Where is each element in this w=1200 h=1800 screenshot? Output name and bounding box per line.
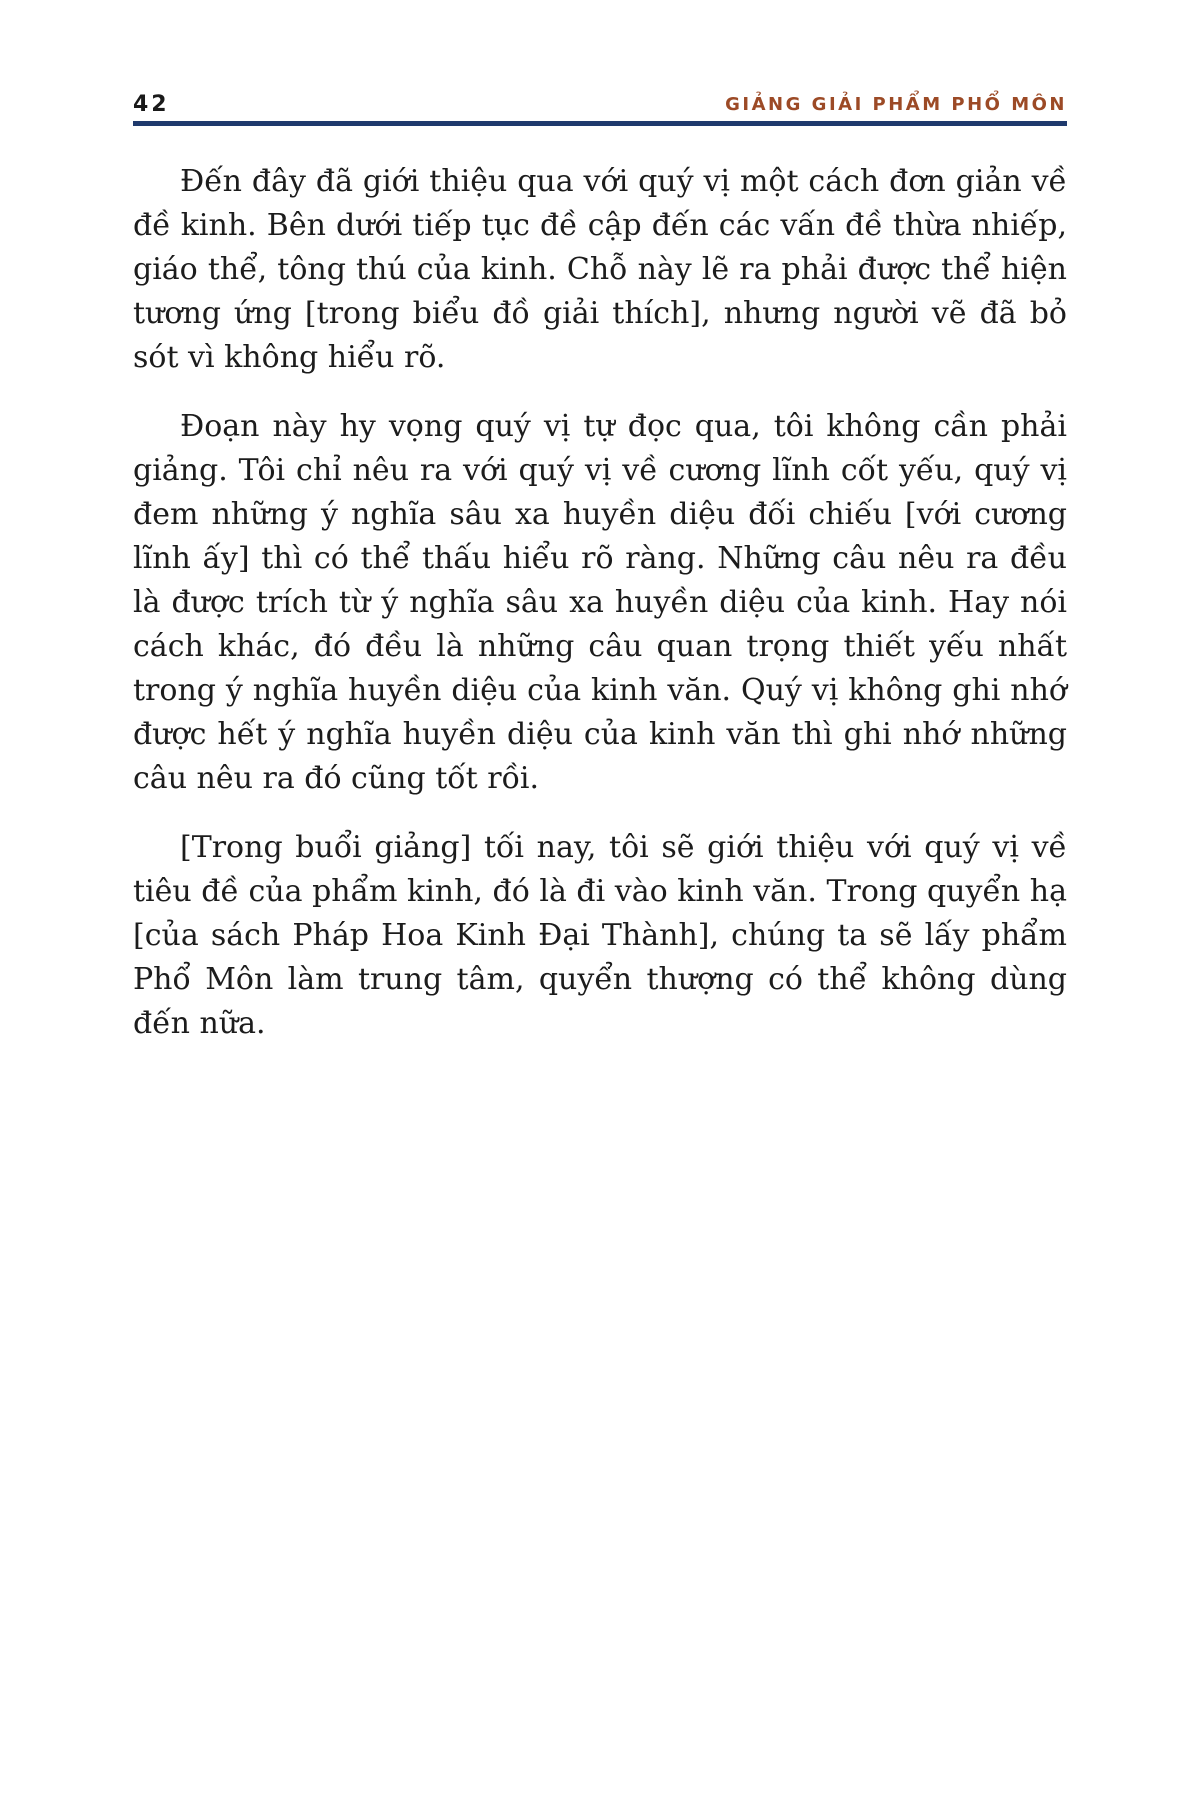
- page-header: [133, 84, 1067, 116]
- body-text: [133, 160, 1067, 1071]
- header-rule: [133, 121, 1067, 126]
- paragraph: Đoạn này hy vọng quý vị tự đọc qua, tôi không cần phải giảng. Tôi chỉ nêu ra với quý vị về cương lĩnh cốt yếu, quý vị đem những ý nghĩa sâu xa huyền diệu đối chiếu [với cương lĩnh ấy] thì có thể thấu hiểu rõ ràng. Những câu nêu ra đều là được trích từ ý nghĩa sâu xa huyền diệu của kinh. Hay nói cách khác, đó đều là những câu quan trọng thiết yếu nhất trong ý nghĩa huyền diệu của kinh văn. Quý vị không ghi nhớ được hết ý nghĩa huyền diệu của kinh văn thì ghi nhớ những câu nêu ra đó cũng tốt rồi.: [133, 409, 1067, 796]
- paragraph: Đến đây đã giới thiệu qua với quý vị một cách đơn giản về đề kinh. Bên dưới tiếp tục đề cập đến các vấn đề thừa nhiếp, giáo thể, tông thú của kinh. Chỗ này lẽ ra phải được thể hiện tương ứng [trong biểu đồ giải thích], nhưng người vẽ đã bỏ sót vì không hiểu rõ.: [133, 164, 1067, 375]
- running-title: GIẢNG GIẢI PHẨM PHỔ MÔN: [725, 94, 1067, 116]
- page-number: 42: [133, 92, 170, 117]
- paragraph: [Trong buổi giảng] tối nay, tôi sẽ giới thiệu với quý vị về tiêu đề của phẩm kinh, đó là đi vào kinh văn. Trong quyển hạ [của sách Pháp Hoa Kinh Đại Thành], chúng ta sẽ lấy phẩm Phổ Môn làm trung tâm, quyển thượng có thể không dùng đến nữa.: [133, 830, 1067, 1041]
